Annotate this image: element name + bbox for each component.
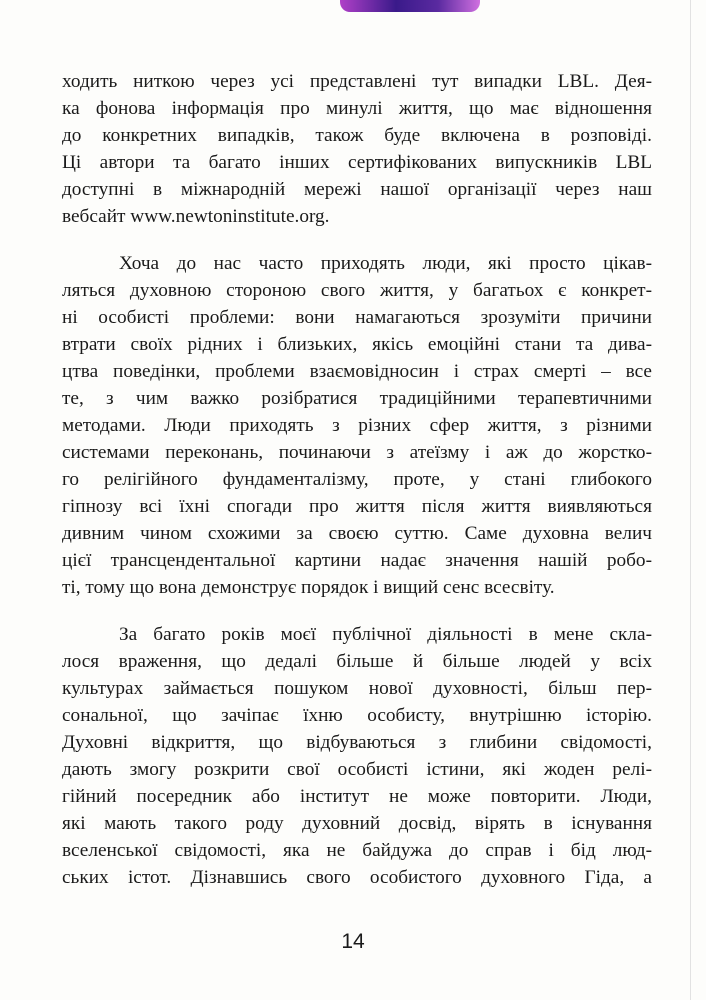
- text-line: сональної, що зачіпає їхню особисту, внутрішню історію.: [62, 705, 652, 726]
- text-line: дають змогу розкрити свої особисті істини, які жоден релі-: [62, 759, 652, 780]
- text-line: системами переконань, починаючи з атеїзму і аж до жорстко-: [62, 442, 652, 463]
- text-line: го релігійного фундаменталізму, проте, у стані глибокого: [62, 469, 652, 490]
- text-line: цієї трансцендентальної картини надає значення нашій робо-: [62, 550, 652, 571]
- text-line: ходить ниткою через усі представлені тут випадки LBL. Дея-: [62, 71, 652, 92]
- text-line: дивним чином схожими за своєю суттю. Саме духовна велич: [62, 523, 652, 544]
- text-line: втрати своїх рідних і близьких, якісь емоційні стани та дива-: [62, 334, 652, 355]
- text-line: доступні в міжнародній мережі нашої організації через наш: [62, 179, 652, 200]
- text-line: ті, тому що вона демонструє порядок і вищий сенс всесвіту.: [62, 577, 555, 598]
- text-line: ських істот. Дізнавшись свого особистого духовного Гіда, а: [62, 867, 652, 888]
- paragraph: [62, 250, 652, 601]
- text-line: Духовні відкриття, що відбуваються з глибини свідомості,: [62, 732, 652, 753]
- page-body: [62, 68, 652, 911]
- paragraph: [62, 68, 652, 230]
- text-line: За багато років моєї публічної діяльності в мене скла-: [119, 624, 652, 645]
- page-number: 14: [341, 930, 365, 953]
- text-line: до конкретних випадків, також буде включена в розповіді.: [62, 125, 652, 146]
- page-edge: [690, 0, 691, 1000]
- text-line: те, з чим важко розібратися традиційними терапевтичними: [62, 388, 652, 409]
- text-line: методами. Люди приходять з різних сфер життя, з різними: [62, 415, 652, 436]
- text-line: Хоча до нас часто приходять люди, які просто цікав-: [119, 253, 652, 274]
- text-line: гійний посередник або інститут не може повторити. Люди,: [62, 786, 652, 807]
- text-line: культурах займається пошуком нової духовності, більш пер-: [62, 678, 652, 699]
- text-line: цтва поведінки, проблеми взаємовідносин і страх смерті – все: [62, 361, 652, 382]
- scan-smudge: [340, 0, 480, 12]
- text-line: ні особисті проблеми: вони намагаються зрозуміти причини: [62, 307, 652, 328]
- text-line: лося враження, що дедалі більше й більше людей у всіх: [62, 651, 652, 672]
- text-line: вебсайт www.newtoninstitute.org.: [62, 206, 330, 227]
- text-line: гіпнозу всі їхні спогади про життя після життя виявляються: [62, 496, 652, 517]
- text-line: які мають такого роду духовний досвід, вірять в існування: [62, 813, 652, 834]
- text-line: вселенської свідомості, яка не байдужа до справ і бід люд-: [62, 840, 652, 861]
- text-line: ка фонова інформація про минулі життя, що має відношення: [62, 98, 652, 119]
- text-line: Ці автори та багато інших сертифікованих випускників LBL: [62, 152, 652, 173]
- paragraph: [62, 621, 652, 891]
- text-line: ляться духовною стороною свого життя, у багатьох є конкрет-: [62, 280, 652, 301]
